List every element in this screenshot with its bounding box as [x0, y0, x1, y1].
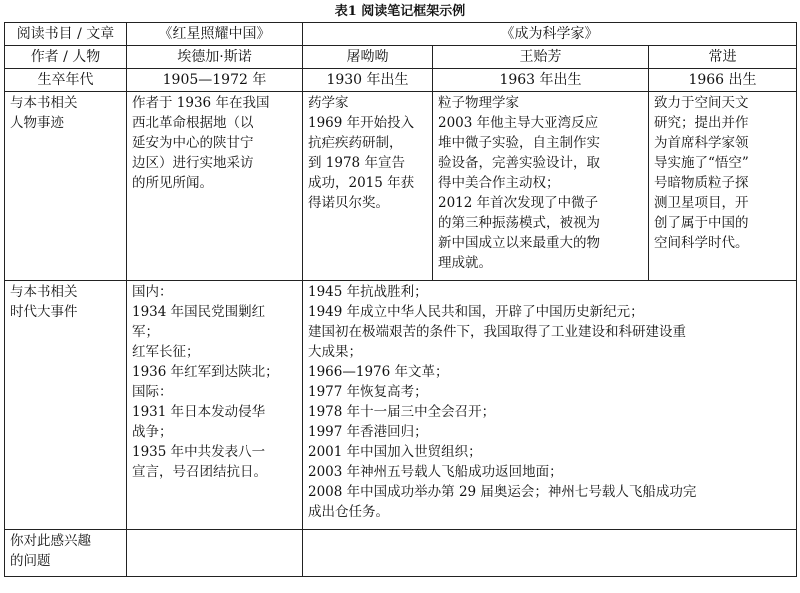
event-line: 国际： [132, 384, 173, 400]
deeds-line: 西北革命根据地（以 [132, 115, 254, 131]
event-line: 宣言，号召团结抗日。 [132, 464, 267, 480]
deeds-line: 2012 年首次发现了中微子 [438, 195, 599, 211]
header-interest-line: 你对此感兴趣 [10, 533, 91, 549]
header-deeds [5, 92, 127, 281]
deeds-line: 堆中微子实验，自主制作实 [438, 135, 600, 151]
life-1: 1905—1972 年 [127, 69, 303, 92]
deeds-line: 成功，2015 年获 [308, 175, 415, 191]
event-line: 国内： [132, 284, 173, 300]
row-person [5, 46, 797, 69]
event-line: 建国初在极端艰苦的条件下，我国取得了工业建设和科研建设重 [308, 324, 686, 340]
event-line: 红军长征； [132, 344, 200, 360]
life-3: 1963 年出生 [433, 69, 649, 92]
header-book: 阅读书目 / 文章 [5, 23, 127, 46]
row-book [5, 23, 797, 46]
deeds-line: 到 1978 年宣告 [308, 155, 405, 171]
person-name-1: 埃德加·斯诺 [127, 46, 303, 69]
deeds-line: 导实施了“悟空” [654, 155, 749, 171]
event-line: 1949 年成立中华人民共和国，开辟了中国历史新纪元； [308, 304, 644, 320]
header-interest [5, 530, 127, 577]
deeds-line: 号暗物质粒子探 [654, 175, 749, 191]
event-line: 1978 年十一届三中全会召开； [308, 404, 496, 420]
header-interest-line: 的问题 [10, 553, 51, 569]
header-events-line: 与本书相关 [10, 284, 78, 300]
event-line: 军； [132, 324, 159, 340]
event-line: 1997 年香港回归； [308, 424, 428, 440]
deeds-line: 测卫星项目，开 [654, 195, 749, 211]
deeds-line: 创了属于中国的 [654, 215, 749, 231]
header-deeds-line: 人物事迹 [10, 115, 64, 131]
deeds-line: 得中美合作主动权； [438, 175, 560, 191]
deeds-line: 延安为中心的陕甘宁 [132, 135, 254, 151]
event-line: 1977 年恢复高考； [308, 384, 428, 400]
event-line: 成出仓任务。 [308, 504, 389, 520]
event-line: 大成果； [308, 344, 362, 360]
deeds-line: 2003 年他主导大亚湾反应 [438, 115, 599, 131]
deeds-4 [649, 92, 797, 281]
event-line: 1934 年国民党围剿红 [132, 304, 266, 320]
deeds-1 [127, 92, 303, 281]
deeds-line: 药学家 [308, 95, 349, 111]
event-line: 1935 年中共发表八一 [132, 444, 266, 460]
life-2: 1930 年出生 [303, 69, 433, 92]
book-title-1: 《红星照耀中国》 [127, 23, 303, 46]
deeds-3 [433, 92, 649, 281]
deeds-line: 的所见所闻。 [132, 175, 213, 191]
events-book2 [303, 281, 797, 530]
deeds-line: 新中国成立以来最重大的物 [438, 235, 600, 251]
event-line: 战争； [132, 424, 173, 440]
reading-notes-table [4, 22, 797, 577]
table-caption: 表1 阅读笔记框架示例 [334, 4, 466, 19]
row-interest [5, 530, 797, 577]
life-4: 1966 出生 [649, 69, 797, 92]
deeds-2 [303, 92, 433, 281]
deeds-line: 的第三种振荡模式，被视为 [438, 215, 600, 231]
row-life [5, 69, 797, 92]
deeds-line: 1969 年开始投入 [308, 115, 415, 131]
book-title-2: 《成为科学家》 [303, 23, 797, 46]
header-person: 作者 / 人物 [5, 46, 127, 69]
deeds-line: 作者于 1936 年在我国 [132, 95, 270, 111]
event-line: 2001 年中国加入世贸组织； [308, 444, 482, 460]
deeds-line: 粒子物理学家 [438, 95, 519, 111]
header-events [5, 281, 127, 530]
person-name-3: 王贻芳 [433, 46, 649, 69]
event-line: 1945 年抗战胜利； [308, 284, 428, 300]
deeds-line: 抗疟疾药研制， [308, 135, 403, 151]
person-name-4: 常进 [649, 46, 797, 69]
header-events-line: 时代大事件 [10, 304, 78, 320]
events-book1 [127, 281, 303, 530]
deeds-line: 为首席科学家领 [654, 135, 749, 151]
person-name-2: 屠呦呦 [303, 46, 433, 69]
interest-book2 [303, 530, 797, 577]
deeds-line: 研究；提出并作 [654, 115, 749, 131]
deeds-line: 理成就。 [438, 255, 492, 271]
deeds-line: 得诺贝尔奖。 [308, 195, 389, 211]
deeds-line: 致力于空间天文 [654, 95, 749, 111]
event-line: 2008 年中国成功举办第 29 届奥运会；神州七号载人飞船成功完 [308, 484, 697, 500]
interest-book1 [127, 530, 303, 577]
deeds-line: 验设备，完善实验设计，取 [438, 155, 600, 171]
event-line: 1936 年红军到达陕北； [132, 364, 279, 380]
event-line: 2003 年神州五号载人飞船成功返回地面； [308, 464, 563, 480]
deeds-line: 空间科学时代。 [654, 235, 749, 251]
header-deeds-line: 与本书相关 [10, 95, 78, 111]
row-deeds [5, 92, 797, 281]
header-life: 生卒年代 [5, 69, 127, 92]
deeds-line: 边区）进行实地采访 [132, 155, 254, 171]
event-line: 1931 年日本发动侵华 [132, 404, 266, 420]
event-line: 1966—1976 年文革； [308, 364, 449, 380]
row-events [5, 281, 797, 530]
